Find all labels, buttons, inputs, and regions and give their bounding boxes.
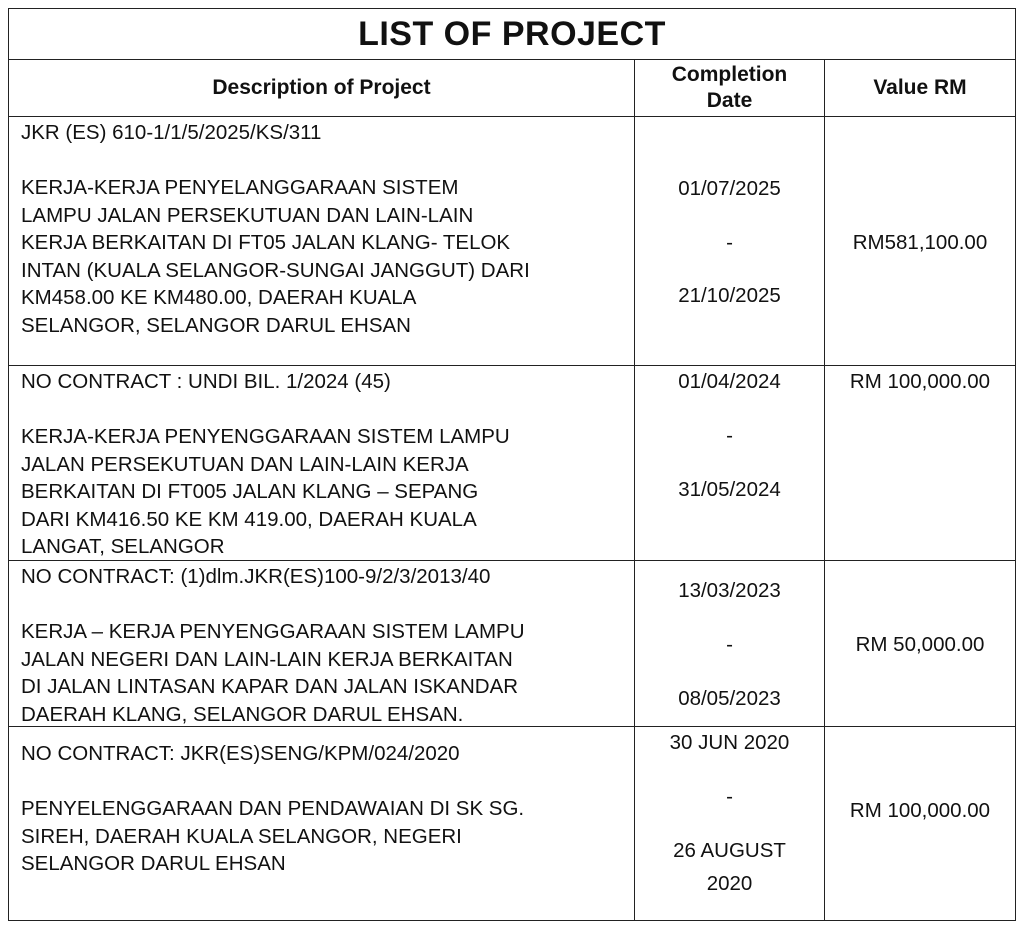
desc-line: INTAN (KUALA SELANGOR-SUNGAI JANGGUT) DARI [21,258,530,282]
header-completion-date [635,60,824,116]
contract-ref: NO CONTRACT : UNDI BIL. 1/2024 (45) [21,370,391,393]
date-separator: - [726,231,733,254]
desc-line: JALAN NEGERI DAN LAIN-LAIN KERJA BERKAITAN [21,647,513,671]
date-start: 13/03/2023 [678,579,781,602]
contract-ref: NO CONTRACT: JKR(ES)SENG/KPM/024/2020 [21,742,460,765]
desc-line: KERJA – KERJA PENYENGGARAAN SISTEM LAMPU [21,620,525,643]
value-amount: RM 100,000.00 [849,799,991,822]
value-amount: RM581,100.00 [852,231,988,254]
date-start: 01/07/2025 [678,177,781,200]
desc-line: JALAN PERSEKUTUAN DAN LAIN-LAIN KERJA [21,452,469,476]
desc-line: SELANGOR, SELANGOR DARUL EHSAN [21,313,411,337]
header-divider [9,116,1015,117]
desc-line: LAMPU JALAN PERSEKUTUAN DAN LAIN-LAIN [21,203,474,227]
date-separator: - [726,785,733,808]
date-separator: - [726,633,733,656]
row-divider [9,365,1015,366]
value-amount: RM 100,000.00 [849,370,991,393]
value-amount: RM 50,000.00 [855,633,985,656]
date-end: 31/05/2024 [678,478,781,501]
desc-line: KERJA-KERJA PENYELANGGARAAN SISTEM [21,176,459,199]
contract-ref: NO CONTRACT: (1)dlm.JKR(ES)100-9/2/3/2013/40 [21,565,491,588]
desc-line: DI JALAN LINTASAN KAPAR DAN JALAN ISKANDAR [21,675,519,698]
project-table [8,8,1016,921]
desc-line: PENYELENGGARAAN DAN PENDAWAIAN DI SK SG. [21,797,525,820]
date-end: 21/10/2025 [678,284,781,307]
date-start: 01/04/2024 [678,370,781,393]
date-end: 08/05/2023 [678,687,781,710]
desc-line: KERJA-KERJA PENYENGGARAAN SISTEM LAMPU [21,425,510,448]
header-completion-line2: Date [706,89,753,112]
date-start: 30 JUN 2020 [669,731,790,754]
desc-line: KM458.00 KE KM480.00, DAERAH KUALA [21,286,417,309]
header-value: Value RM [873,76,967,99]
header-description: Description of Project [212,76,431,99]
table-row-description [21,740,621,878]
desc-line: DARI KM416.50 KE KM 419.00, DAERAH KUALA [21,507,477,531]
date-end-line2: 2020 [706,872,753,895]
table-row-description [21,368,621,561]
table-row-description [21,563,621,728]
page-title: LIST OF PROJECT [9,9,1015,60]
desc-line: SELANGOR DARUL EHSAN [21,852,286,875]
desc-line: KERJA BERKAITAN DI FT05 JALAN KLANG- TELOK [21,231,511,254]
table-row-description [21,119,621,339]
column-divider [824,60,825,920]
desc-line: BERKAITAN DI FT005 JALAN KLANG – SEPANG [21,480,479,503]
desc-line: DAERAH KLANG, SELANGOR DARUL EHSAN. [21,702,464,726]
date-end-line1: 26 AUGUST [673,839,786,862]
contract-ref: JKR (ES) 610-1/1/5/2025/KS/311 [21,121,322,144]
header-completion-line1: Completion [671,63,788,86]
date-separator: - [726,424,733,447]
desc-line: SIREH, DAERAH KUALA SELANGOR, NEGERI [21,824,462,848]
desc-line: LANGAT, SELANGOR [21,535,225,558]
date-end [635,837,824,897]
